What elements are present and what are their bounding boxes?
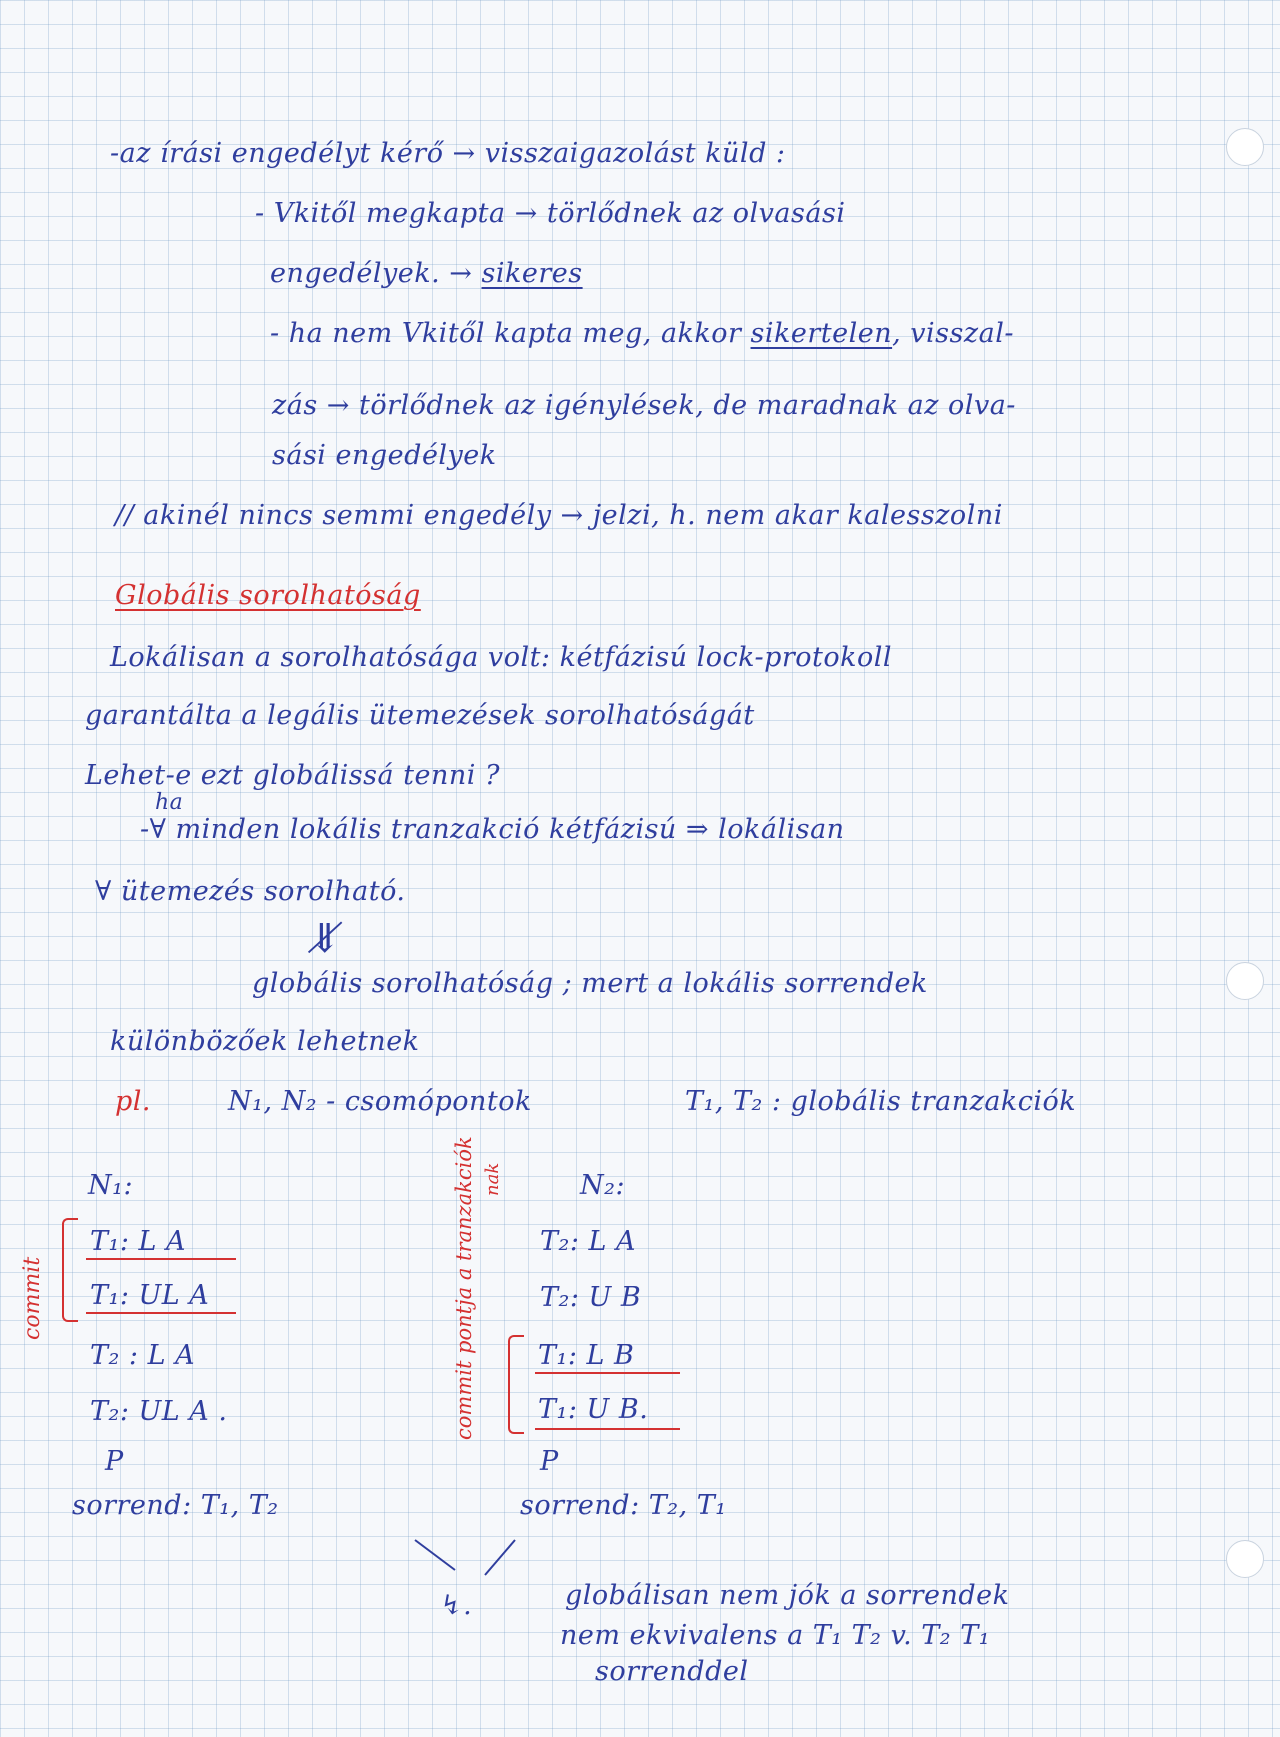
- note-line: Lehet-e ezt globálissá tenni ?: [85, 760, 500, 791]
- note-text-sikertelen: sikertelen: [750, 318, 893, 349]
- operation: T₂: UL A .: [90, 1396, 228, 1427]
- note-line: [270, 318, 1014, 349]
- note-line: globális sorolhatóság ; mert a lokális sorrendek: [252, 968, 928, 999]
- note-text: engedélyek. →: [270, 258, 473, 289]
- converging-arrows: [410, 1535, 520, 1585]
- note-line: különbözőek lehetnek: [110, 1026, 420, 1057]
- note-line: N₁, N₂ - csomópontok: [228, 1086, 532, 1117]
- note-text: , visszal-: [892, 318, 1014, 349]
- note-line: Lokálisan a sorolhatósága volt: kétfázisú lock-protokoll: [110, 642, 893, 673]
- binder-hole: [1226, 1540, 1264, 1578]
- contradiction-mark: ↯.: [440, 1590, 473, 1621]
- commit-annotation-middle: nak: [482, 1162, 503, 1196]
- p-mark: P: [105, 1446, 124, 1477]
- underline-mark: [535, 1372, 680, 1374]
- operation: T₁: U B.: [538, 1394, 649, 1425]
- note-line: T₁, T₂ : globális tranzakciók: [685, 1086, 1077, 1117]
- note-line: -∀ minden lokális tranzakció kétfázisú ⇒ lokálisan: [140, 814, 845, 845]
- note-line: sorrenddel: [595, 1656, 749, 1687]
- commit-annotation-middle: commit pontja a tranzakciók: [452, 1136, 476, 1440]
- operation: T₁: L A: [90, 1226, 187, 1257]
- note-line: ∀ ütemezés sorolható.: [95, 876, 406, 907]
- note-line: nem ekvivalens a T₁ T₂ v. T₂ T₁: [560, 1620, 991, 1651]
- order-left: sorrend: T₁, T₂: [72, 1490, 279, 1521]
- operation: T₂: U B: [540, 1282, 642, 1313]
- binder-hole: [1226, 128, 1264, 166]
- note-line: sási engedélyek: [272, 440, 497, 471]
- note-line: -az írási engedélyt kérő → visszaigazolást küld :: [110, 138, 786, 169]
- commit-bracket: [62, 1218, 78, 1322]
- binder-hole: [1226, 962, 1264, 1000]
- example-label: pl.: [115, 1086, 152, 1117]
- underline-mark: [86, 1258, 236, 1260]
- operation: T₂: L A: [540, 1226, 637, 1257]
- note-line: // akinél nincs semmi engedély → jelzi, h. nem akar kalesszolni: [115, 500, 1003, 531]
- note-annotation: ha: [155, 790, 184, 815]
- note-line: - Vkitől megkapta → törlődnek az olvasási: [255, 198, 846, 229]
- note-line: [270, 258, 583, 289]
- note-text-sikeres: sikeres: [481, 258, 583, 289]
- note-line: globálisan nem jók a sorrendek: [565, 1580, 1010, 1611]
- operation: T₁: UL A: [90, 1280, 210, 1311]
- note-line: zás → törlődnek az igénylések, de maradnak az olva-: [272, 390, 1016, 421]
- order-right: sorrend: T₂, T₁: [520, 1490, 727, 1521]
- commit-bracket: [508, 1335, 524, 1434]
- note-text: - ha nem Vkitől kapta meg, akkor: [270, 318, 742, 349]
- commit-annotation: commit: [20, 1256, 45, 1340]
- p-mark: P: [540, 1446, 559, 1477]
- operation: T₂ : L A: [90, 1340, 196, 1371]
- operation: T₁: L B: [538, 1340, 635, 1371]
- underline-mark: [86, 1312, 236, 1314]
- section-title: Globális sorolhatóság: [115, 580, 421, 611]
- node-label-n1: N₁:: [88, 1170, 134, 1201]
- note-line: garantálta a legális ütemezések sorolhatóságát: [85, 700, 755, 731]
- node-label-n2: N₂:: [580, 1170, 626, 1201]
- not-implies-arrow: ⇓̸: [308, 916, 343, 962]
- underline-mark: [535, 1428, 680, 1430]
